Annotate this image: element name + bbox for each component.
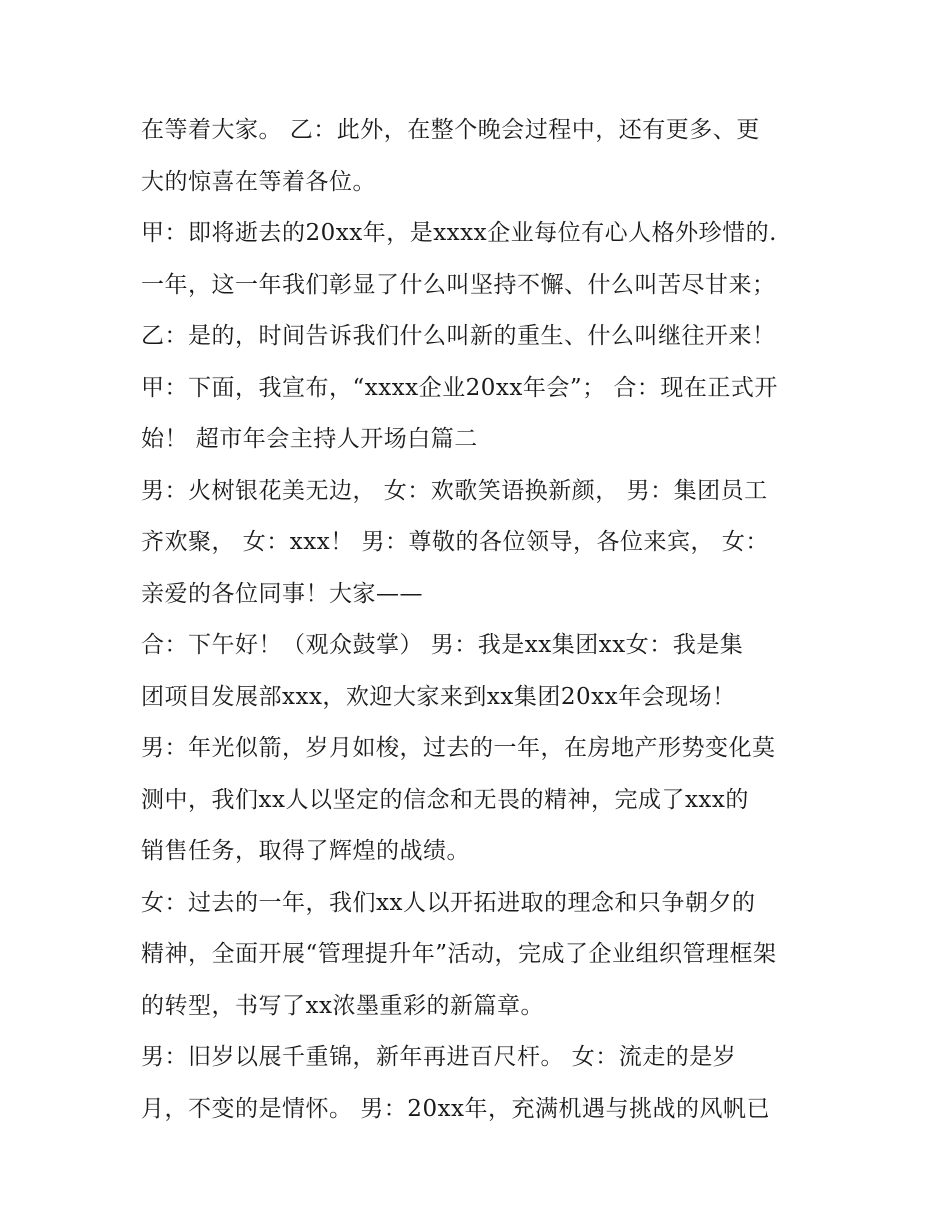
text-line: 男：年光似箭，岁月如梭，过去的一年，在房地产形势变化莫 <box>141 735 776 761</box>
text-line: 男：火树银花美无边， 女：欢歌笑语换新颜， 男：集团员工 <box>141 477 768 504</box>
text-line: 大的惊喜在等着各位。 <box>141 168 376 195</box>
text-line: 团项目发展部xxx，欢迎大家来到xx集团20xx年会现场！ <box>141 683 736 710</box>
text-line: 男：旧岁以展千重锦，新年再进百尺杆。 女：流走的是岁 <box>141 1044 737 1070</box>
text-line: 甲：即将逝去的20xx年，是xxxx企业每位有心人格外珍惜的. <box>141 220 777 246</box>
text-line: 月，不变的是情怀。 男：20xx年，充满机遇与挑战的风帆已 <box>141 1095 771 1122</box>
text-line: 始！ 超市年会主持人开场白篇二 <box>141 426 478 452</box>
text-line: 亲爱的各位同事！大家—— <box>141 580 423 607</box>
text-line: 乙：是的，时间告诉我们什么叫新的重生、什么叫继往开来！ <box>141 323 776 349</box>
text-line: 女：过去的一年，我们xx人以开拓进取的理念和只争朝夕的 <box>141 889 756 916</box>
text-line: 齐欢聚， 女：xxx！ 男：尊敬的各位领导，各位来宾， 女： <box>141 529 769 555</box>
document-body <box>141 108 821 1138</box>
text-line: 在等着大家。 乙：此外，在整个晚会过程中，还有更多、更 <box>141 117 760 143</box>
text-line: 甲：下面，我宣布，“xxxx企业20xx年会”； 合：现在正式开 <box>141 374 778 401</box>
text-line: 精神，全面开展“管理提升年”活动，完成了企业组织管理框架 <box>141 941 777 967</box>
text-line: 一年，这一年我们彰显了什么叫坚持不懈、什么叫苦尽甘来； <box>141 271 776 298</box>
text-line: 的转型，书写了xx浓墨重彩的新篇章。 <box>141 992 544 1019</box>
text-line: 销售任务，取得了辉煌的战绩。 <box>141 838 470 864</box>
text-line: 测中，我们xx人以坚定的信念和无畏的精神，完成了xxx的 <box>141 786 749 813</box>
text-line: 合：下午好！（观众鼓掌） 男：我是xx集团xx女：我是集 <box>141 632 744 658</box>
